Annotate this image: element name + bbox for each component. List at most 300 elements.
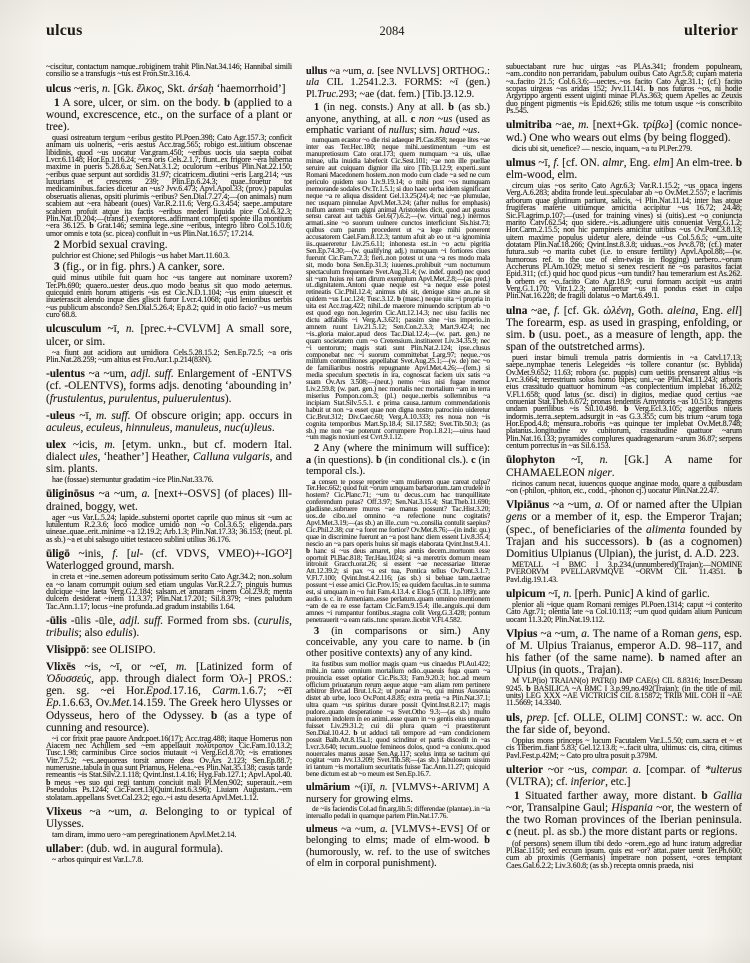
text-run: [cf. OLLE, OLIM] CONST.: w. acc. On the far side of, beyond. — [506, 711, 742, 736]
text-run: (in comparisons or sim.) Any conceivable, any you care to name. — [306, 625, 490, 648]
text-run: . — [477, 125, 480, 137]
text-run: ~ī, — [74, 409, 96, 422]
text-run: Morbid sexual craving. — [59, 238, 168, 251]
text-run: , — [519, 711, 527, 724]
text-run: [cf. ON. — [559, 156, 603, 169]
italic-text: m. — [578, 119, 590, 132]
text-run: ita fustibus sum mollior magis quam ~us cinaedus Pl.Aul.422; mihi..in tanto omnium mortalium odio..quaeuis fuga quam ~a prouincia esset optatior Cic.Pis.33; Fam.9.20.3; hoc..ad meum officium priuatarum rerum aeque atque ~am aliam rem pertinere arbitror Brvt.ad Brut.1.6.2; ut ponar in ~o, qui minus Ausonia distet ab urbe, loco Ov.Pont.4.8.85; extra pretia ~a Plin.Nat.37.1; ultra quam ~us spiritus durare possit Qvint.Inst.8.2.17; magis pudore..quam desperatione ~a Svet.Otho 9.3;—(as sb.) multo maiorem indolem in eo animi..esse quam in ~o gentis eius unquam fuisset Liv.29.31.2; cui dii plura quam ~i praestiterunt Sen.Dial.10.4.2. — [306, 659, 490, 737]
text-run: ). — [132, 627, 140, 639]
italic-text: elm — [653, 156, 670, 169]
italic-text: gens — [697, 627, 719, 640]
italic-text: a. — [380, 823, 388, 835]
text-run: pueri instar bimuli tremula patris dormientis in ~a Catvl.17.13; saepe..nymphae teneris Lelegeides ~is tollere conantur (sc. Byblida) Ov.Met.9.652; 11.63; robora (sc. puppis) cum uetitis prensarent altius ~is Lvc.3.664; terrestrium solus homo bipes; uni..~ae Plin.Nat.11.243; arboris eius crassitudo quattuor hominum ~as conplectentium implebat 16.202; V.Fl.1.658; quod latus (sc. disci) in digitos, mediae quod certius ~ae conueniat Stat.Theb.6.672; pronas tendentis Amyntoris ~as 10.513; frangens undam puerilibus ~is Sil.10.498. — [506, 353, 742, 414]
bold-text: b — [448, 102, 454, 114]
text-run: , Goth. — [631, 304, 668, 317]
text-run: circum uias ~os serito Cato Agr.6.3; Var.R.1.15.2; ~us opaca ingens Verg.A.6.283; abdita fronde leui..speculabar ab ~o Ov.Met.2.557; e lacrimis arborum quae glutinum pariunt, salicis, ~i Plin.Nat.11.14; inter has atque frugiferas materie uitiumque amicitia accipitur ~us 16.72; 24.48; Sic.Fl.agrim.p.107;—(used for training vines) si (uitis)..est ~o coniuncta marito Catvl.62.54; quo sidere..~is..adiungere uitis conueniat Verg.G.1.2; Hor.Carm.2.15.5; non hic pampineis amicitur uitibus ~us Ov.Pont.3.8.13; uitem maxime populus uidetur alere, deinde ~us Col.5.6.5; ~um..uite dotatam Plin.Nat.18.266; Qvint.Inst.8.3.8; uiduas..~os Jvv.8.78; (cf.) mater futura..sub ~o marita cubet (i.e. to ensure fertility) Apvl.Apol.88;—(w. humorous ref. to the use of elm-twigs in flogging) uerbero..~orum Accheruns Pl.Am.1029; metuo si senex rescierit ne ~os parasitos faciat Epid.311; (cf.) quid hoc quod picus ~um tundit? hau temerarium est As.262. — [506, 181, 742, 279]
bold-text: a — [306, 454, 312, 466]
italic-text: Hispania — [611, 802, 653, 815]
italic-text: adjl. suff. — [130, 368, 174, 381]
citations-ulpicum — [506, 601, 742, 623]
bold-text: -ulentus — [46, 368, 85, 381]
italic-text: compar. a. — [591, 763, 642, 776]
bold-text: b — [484, 835, 490, 847]
entry-ulmitriba — [506, 119, 742, 143]
bold-text: ulterior — [506, 763, 544, 776]
running-head-left-word: ulcus — [46, 22, 83, 39]
text-run: ~ī, — [101, 323, 126, 336]
text-run: ). — [224, 392, 232, 405]
citations-uls — [506, 737, 742, 759]
citations-ulophyton — [506, 480, 742, 495]
text-run: . — [611, 466, 615, 479]
text-run: (used as emphatic variant of — [306, 113, 490, 137]
italic-text: n. — [379, 782, 388, 794]
text-run: elm-wood, elm. — [506, 169, 578, 182]
text-run: plenior ali ~ique quam Romani remiges Pl.Poen.1314; caput ~i conterito Cato Agr.71; olentia late ~a Col.10.113; ~um quod quidam alium Punicum uocant 11.3.20; Plin.Nat.19.112. — [506, 599, 742, 624]
text-run: (in conditional cls.). — [381, 454, 472, 466]
text-run: or a member of it, esp. the Emperor Trajan; (spec., of beneficiaries of the — [506, 511, 742, 536]
citations-ulcus-1 — [46, 134, 292, 237]
entry-ulex — [46, 439, 292, 475]
text-run: ~a ~um, — [337, 823, 381, 835]
text-run: 1.6.63, Ov. — [61, 697, 112, 710]
bold-text: ulex — [46, 438, 67, 451]
text-run: quasi ostreatum tergum ~eribus gestito Pl.Poen.398; Cato Agr.157.3; conficit animam uis uolneris, ~eris aestus Acc.trag.565; robigo est..uitium obscenae libidinis, quod ~us uocatur Var.gram.450; ~eribus uocis uia saepta coibat Lvcr.6.1148; Hor.Ep.1.16.24; ~era oris Cels.2.1.7; fiunt..ex frigore ~era hiberna maxime in pueris 5.28.6.a; Sen.Nat.3.1.2; oculorum ~eribus Plin.Nat.22.150; ~eribus quae serpunt aut sordidis 31.97; cicatricem..diutini ~eris Larg.214; ~us luxurians et crescens 239; Plin.Ep.6.24.3; quae..fouetur tot medicaminibus..facies dicetur an ~us? Jvv.6.473; Apvl.Apol.33; (prov.) papulas obseruatis alienas, opsiti plurimis ~eribus? Sen.Dial.7.27.4;—(on animals) num scabiem aut ~era habeant (oues) Var.R.2.11.6; Verg.G.3.454; saepe..amputare scabiem profuit atque ita factis ~eribus mederi liquida pice Col.6.32.3; Plin.Nat.10.204;—(transf.) exemptores..adfirmant completi sponte illa montium ~era 36.125. — [46, 133, 292, 231]
text-run: ~or ~us, — [543, 763, 592, 776]
italic-text: ell — [726, 304, 739, 317]
citations-uliginosus — [46, 514, 292, 543]
sense-2-ullus — [306, 443, 490, 477]
sense-2-ulcus — [46, 239, 292, 251]
text-run: M VLP(io) TRAIAN(o) PATR(i) IMP CAE(s) CIL 8.8316; Inscr.Dessau 9245. — [506, 676, 742, 693]
italic-text: n. — [102, 82, 111, 95]
text-run: Of obscure origin; app. occurs in — [130, 409, 292, 422]
bold-text: -uleus — [46, 409, 75, 422]
italic-text: Ὀδυσσεύς — [46, 673, 92, 686]
italic-text: Met. — [111, 697, 133, 710]
text-run: nos futuros ~os, ni hodie Argyrippo argenti essent uiginti minae Pl.As.363; quem Apelles ac Zeuxis duo pingent pigmentis ~is Epid.626; stilis me totum usque ~is conscribito Ps.545. — [506, 84, 742, 116]
running-head-right-word: ulterior — [683, 22, 738, 39]
italic-text: f. — [553, 304, 560, 317]
text-run: [next+-OSVS] (of places) Ill-drained, boggy, wet. — [46, 488, 292, 513]
italic-text: ὠλένη — [603, 304, 632, 317]
text-run: [perh. Punic] A kind of garlic. — [571, 587, 710, 600]
citations-ulmarium — [306, 806, 490, 820]
text-run: Belonging to or typical of Ulysses. — [46, 805, 292, 830]
text-run: Verg.Ecl.3.105; aggeribus niueis indormis..terra..septem..adsurgit in ~as G.3.355; cum bis trium ~arum toga Hor.Epod.4.8; mensura..roboris ~as quinque ter implebat Ov.Met.8.748; platanus..longitudine xv cubitorum, crassitudine quattuor ~arum Plin.Nat.16.133; pyramides complures quadragenarum ~arum 36.87; serpens centum porrectus in ~as Sil.6.153. — [506, 404, 742, 451]
bold-text: a — [312, 477, 316, 486]
text-run: : see OLISIPO. — [86, 644, 156, 657]
text-run: ~or, Transalpine Gaul; — [506, 802, 612, 815]
entry-ulentus — [46, 368, 292, 404]
text-run: METALL ~I BMC I 3.p.234,(unnumbered)(Trajan);—NOMINE PVERORVM PVELLARVMQVE ~ORVM CIL 11.4351. — [506, 559, 742, 577]
italic-text: niger — [587, 466, 612, 479]
bold-text: 1 — [54, 96, 60, 109]
bold-text: Vlixēs — [46, 661, 76, 674]
bold-text: c — [376, 398, 380, 407]
text-run: orbem ex ~o..facito Cato Agr.18.9; curui formam accipit ~us aratri Verg.G.1.170; Vitr.1.2.3; aemularetur ~us ni pondus esset in culpa Plin.Nat.16.228; de fragili dolatus ~o Mart.6.49.1. — [506, 276, 742, 301]
bold-text: b — [89, 221, 94, 231]
text-run: ~ciscitur, contactum namque..robiginem trahit Plin.Nat.34.146; Hannibal simili consilio se a transfugis ~tus est Fron.Str.3.16.4. — [46, 62, 292, 79]
italic-text: Truc. — [317, 88, 339, 100]
text-run: : (dub. wd. in augural formula). — [80, 843, 223, 856]
text-run: [compar. of — [641, 763, 705, 776]
bold-text: ūlophyton — [506, 454, 555, 467]
page-number: 2084 — [379, 24, 405, 38]
text-run: (VLTRA); cf. — [506, 776, 571, 789]
bold-text: b — [624, 404, 629, 414]
text-run: (in neg. consts.) Any at all. — [319, 102, 449, 114]
italic-text: inferior — [570, 776, 606, 789]
bold-text: b — [353, 728, 358, 737]
text-run: ] (comic nonce-wd.) One who wears out elms (by being flogged). — [506, 119, 742, 144]
italic-text: Epod. — [145, 685, 173, 698]
italic-text: m. suff. — [95, 409, 131, 422]
italic-text: m. — [175, 661, 187, 674]
bold-text: ulmitriba — [506, 119, 552, 132]
citations-ullus-2 — [306, 479, 490, 624]
bold-text: 3 — [54, 261, 60, 274]
bold-text: b — [701, 790, 708, 803]
citations-ulex — [46, 476, 292, 483]
bold-text: b — [735, 156, 742, 169]
text-run: 17.16, — [172, 685, 213, 698]
citations-ulcusculum — [46, 349, 292, 364]
bold-text: 3 — [314, 625, 320, 637]
citations-ullus-1 — [306, 137, 490, 441]
text-run: hae (fossae) sternuntur gradatim ~ice Plin.Nat.33.76. — [52, 475, 214, 485]
bold-text: b — [658, 652, 665, 665]
bold-text: c — [471, 454, 476, 466]
bold-text: ulmeus — [306, 823, 338, 835]
citations-vlixeus — [46, 831, 292, 838]
entry-ulcusculum — [46, 323, 292, 347]
italic-text: Calluna vulgaris — [193, 450, 270, 463]
text-run: (usu. poet., as a measure of length, app. the span of the outstretched arms). — [506, 328, 742, 353]
text-run: ~ī, — [554, 454, 600, 467]
text-run: ~ arbos quirquir est Var.L.7.8. — [52, 855, 144, 865]
entry-uliginosus — [46, 488, 292, 512]
text-run: [VLMVS+-EVS] Of or belonging to elms; made of elm-wood. — [306, 823, 490, 847]
citations-uligo — [46, 573, 292, 610]
text-run: [next+Gk. — [589, 119, 643, 132]
citations-ullaber — [46, 856, 292, 863]
bold-text: c — [506, 826, 512, 839]
italic-text: ules — [79, 450, 98, 463]
bold-text: b — [506, 276, 511, 286]
entry-uligo — [46, 548, 292, 572]
italic-text: prep. — [526, 711, 550, 724]
italic-text: alimenta — [646, 523, 686, 536]
text-run: ‘haemorrhoid’] — [213, 82, 286, 95]
text-run: , Skt. — [161, 82, 188, 95]
text-run: (cf. VDVS, VMEO)+-IGO²] Waterlogged ground, marsh. — [46, 548, 292, 573]
text-run: ~ae, — [527, 304, 554, 317]
text-run: hanc si ~us deus amaret, plus annis decem..mortuom esse oportuit Pl.Bac.818; Ter.Hau.1024; si ~a meretrix domum meam introiuit Gracch.orat.26; si essent ~ae necessariae litterae Att.12.39.2; si pax ~a est tua, Pontica tellus Ov.Pont.3.1.7; V.Fl.7.100; Qvint.Inst.4.2.116; (as sb.) si beluae tam..taetrae possunt ~i esse amici Cic.Prov.15; ea quidem facultas..in te summa est, si umquam in ~o fuit Fam.4.13.4. — [306, 546, 490, 597]
text-run: ] An elm-tree. — [669, 156, 736, 169]
entry-ulna — [506, 305, 742, 353]
bold-text: 2 — [54, 238, 60, 251]
text-run: [see NVLLVS] ORTHOG.: — [374, 66, 490, 77]
bold-text: b — [211, 709, 218, 722]
bold-text: 2 — [314, 443, 320, 455]
text-run: ~icis, — [66, 438, 105, 451]
citations-vlpius — [506, 677, 742, 706]
text-run: Enlargement of -ENTVS (cf. -OLENTVS), forms adjs. denoting ‘abounding in’ ( — [46, 368, 292, 405]
text-run: Formed from sbs. ( — [163, 614, 258, 627]
sense-3-ulcus — [46, 261, 292, 273]
text-run: (as a type of cunning and resource). — [46, 709, 292, 734]
text-run: de ~iis faciendis Col.ad fin.arg.lib.5; differendae (plantae)..in ~ia interuallo pedali in quamque partem Plin.Nat.17.76. — [306, 805, 490, 820]
text-run: ~a ~um, — [94, 488, 142, 501]
italic-text: m. — [104, 438, 116, 451]
text-run: founded by Trajan and his successors). — [506, 523, 742, 548]
text-run: prima causa..tantum commendationis habuit ut non ~a esset quae non digna nostro patrocinio uideretur Cic.Brut.312; Div.Caec.60; Verg.A.10.333; res noua non ~is cognita temporibus Mart.Sp.18.4; Sil.17.582; Svet.Tib.50.3; (as sb.) me non ~ae poterunt corrumpere Prop.1.8.21;—uirus haud ~um magis noxium est Cvrt.9.1.12. — [306, 398, 490, 442]
text-run: , and sim. plants. — [46, 450, 292, 475]
italic-text: n. — [599, 454, 609, 467]
sense-3-ullus — [306, 626, 490, 660]
sense-1-ullus — [306, 102, 490, 136]
bold-text: b — [526, 683, 531, 693]
text-run: (of persons) senem illum tibi dedo ~orem..ego ad hunc iratum adgrediar Pl.Bac.1150; sed eccum ipsum. quis est ~or? attat..pater uenit Ter.Ph.600; cum ab proximis (Germanis) impetrare non possent, ~ores temptant Caes.Gal.6.2.2; Liv.3.60.8; (as sb.) recepta omnis praeda, nisi — [506, 838, 742, 870]
text-run: ~i cor frixit prae pauore Andr.poet.16(17); Acc.trag.488; itaque Homerus non Aiacem nec Achillem sed ~em appellauit πολύτροπον Cic.Fam.10.13.2; Tusc.1.98; carminibus Circe socios mutauit ~i Verg.Ecl.8.70; ~is errationes Vitr.7.5.2; ~es..aequoreas torsit amore deas Ov.Ars 2.123; Sen.Ep.88.7; numerusne..tabula in qua sunt Priamus, Helena..~es Plin.Nat.35.138; casus tarde remeantis ~is Stat.Silv.2.1.118; Qvint.Inst.1.4.16; Hyg.Fab.127.1; Apvl.Apol.40. — [46, 733, 292, 780]
bold-text: b — [306, 546, 310, 555]
text-run: ~is, ~ī, or ~eī, — [75, 661, 176, 674]
italic-text: non ~us — [418, 113, 453, 125]
text-run: (in other positive contexts) any of any kind. — [306, 636, 490, 660]
italic-text: ula — [306, 77, 320, 89]
citations-vlixes — [46, 735, 292, 801]
entry-ullaber — [46, 843, 292, 855]
bold-text: ulmus — [506, 156, 536, 169]
text-run: ~a ~um, — [81, 805, 140, 818]
italic-text: a. — [581, 627, 590, 640]
text-run: (in temporal cls.). — [306, 454, 490, 478]
italic-text: almr — [602, 156, 624, 169]
bold-text: b — [528, 328, 536, 341]
bold-text: b — [224, 96, 231, 109]
italic-text: haud ~us — [439, 125, 478, 137]
text-run: ; sim. — [413, 125, 440, 137]
citations-ullus-3 — [306, 661, 490, 778]
continuation-citations-ulmeus — [506, 63, 742, 114]
entry-vlpius — [506, 628, 742, 676]
entry-ullus — [306, 66, 490, 100]
text-run: (neut. pl. as sb.) the more distant parts or regions. — [511, 826, 738, 839]
text-run: pulchrior est Chione; sed Philogis ~us habet Mart.11.60.3. — [52, 250, 230, 260]
text-run: subuectabant rure huc uirgas ~as Pl.As.341; frondem populneam, ~am..condito non perraridam, pabulum ouibus Cato Agr.5.8; cupam materia ~a..facito 21.5; Col.6.3.6;—uectes..~os facito Cato Agr.31.1; (cf.) facito scopas uirgeas ~as aridas 152; Jvv.11.141. — [506, 62, 742, 94]
text-run: named after an Ulpius (in quots., Trajan). — [506, 652, 742, 677]
continuation-paragraph — [46, 63, 292, 78]
italic-text: a. — [139, 805, 148, 818]
entry-ulmeus — [306, 824, 490, 870]
italic-text: f. — [112, 548, 119, 560]
text-run: , esp. of M. Ulpius Traianus, emperor A.D. 98–117, and his father (of the same name). — [506, 627, 742, 665]
entry-vlisippo — [46, 644, 292, 656]
text-run: ~ae, — [551, 119, 579, 132]
italic-text: aculeus, eculeus, hinnuleus, manuleus, nuc(u)leus — [46, 421, 272, 434]
bold-text: b — [649, 84, 654, 94]
text-run: (humorously, w. ref. to the use of switches of elm in corporal punishment). — [306, 846, 490, 870]
text-run: ~a ~um, — [327, 66, 367, 77]
italic-text: edulis — [105, 627, 133, 639]
text-run: Any (where the minimum will suffice): — [319, 443, 490, 455]
text-run: tam diram, immo uero ~am peregrinationem Apvl.Met.2.14. — [52, 830, 237, 840]
italic-text: n. — [563, 587, 572, 600]
text-run: ~(i)ī, — [350, 782, 380, 794]
text-run: Elog.5 (CIL 1.p.189); ante audio s. c. in Armeniam..esse perlatum..quam omnino mentionem ~am de ea re esse factam Cic.Fam.9.15.4; ille..anguis..qui dum amnes ~i rumpantur fontibus..stagna colit Verg.G.3.428; pontum penetrauerit ~a eam ratis..tunc sperare..licebit V.Fl.4.582. — [306, 588, 490, 624]
text-run: censen te posse reperire ~am mulierem quae careat culpa? Ter.Hec.662; quod fuit ~orum umquam barbarorum..tam crudele in hostem? Cic.Planc.71; ~um tu decus..cum hac tranquillitate conferendum putas? Off.3.97; Sen.Nat.3.15.4; Stat.Theb.11.690; gladiisne..subruere muros ~ae manus possunt? Tac.Hist.3.20; uos..de cibo..uel omnino ~a refectione nunc cogitatis? Apvl.Met.3.19;—(as sb.) an ille..cum ~o..consilia contulit saepius? Cic.Phil.2.38; cur ~a foret me fortior? Ov.Met.8.76;—(in indir. qu.) quae in discrimine fuerunt an ~a post hanc diem essent Liv.8.35.4; nescio an ~a pars operis huius sit magis elaborata Qvint.Inst.9.4.1. — [306, 477, 490, 548]
text-run: ager ~us Var.L.5.24; lapide..substerni oportet caprile quo minus sit ~um ac lutulentum R.2.3.6; loco modice umido non ~o Col.3.6.5; eligenda..pars uineae..quae..erit..minime ~a 12.19.2; Arb.1.3; Plin.Nat.17.33; 36.153; (neut. pl. as sb.) ~a et ubi salsugo uitiet testaceo sublini utilius 36.176. — [46, 512, 292, 544]
bold-text: Vlixeus — [46, 805, 82, 818]
italic-text: Ep. — [46, 697, 62, 710]
bold-text: b — [737, 567, 742, 577]
text-run: The name of a Roman — [589, 627, 698, 640]
text-run: meus ~es suo qui regi tantum conciuit mali Pl.Men.902; superauit..~em Pseudolus Ps.1244; Cic.Facet.13(Quint.Inst.6.3.96); Liuiam Augustam..~em stolatam..appellans Svet.Cal.23.2; ego..~i astu deserta Apvl.Met.1.12. — [46, 777, 292, 802]
text-run: , etc.] — [605, 776, 631, 789]
text-run: A sore, ulcer, or sim. on the body. — [59, 96, 225, 109]
text-run: in creta et ~ine..semen adoreum potissimum serito Cato Agr.34.2; non..solum ea ~o lanam corrumpit ouium sed etiam ungulas Var.R.2.2.7; pinguis humus dulcique ~ine laeta Verg.G.2.184; salsam..et amaram ~inem Col.2.9.8; menta dulcem desiderat ~inem 11.3.37; Plin.Nat.17.201; Sil.8.379; ~ines paludum Tac.Ann.1.17; locus ~ine profunda..ad gradum instabilis 1.64. — [46, 572, 292, 611]
citations-ulcus-2 — [46, 252, 292, 259]
bold-text: Vlpius — [506, 627, 538, 640]
text-run: (masc.) neque uita ~i propria in uita est Acc.trag.422; nihil..de maerore minuendo scriptum ab ~o est quod ego non..legerim Cic.Att.12.14.3; nec uisu facilis nec dictu adfabilis ~i Verg.A.3.621; passim sine ~ius imperio..in amnem ruunt Liv.21.5.12; Sen.Con.2.3.3; Mart.9.42.4; nec ~is..gloria maior..apud deos Tac.Dial.12.4;—(w. part. gen.) ne quam societatem cum ~o Cretensium..institueret Liv.34.35.9; nec ~i uentorum; magis stati sunt Plin.Nat.2.124; ipse..clusus componebat nec ~i suorum committebat Larg.97; neque..~os militum commilitones appellabat Svet.Aug.25.1;—(w. de) nec ~o de familiaribus nostris repugnante Apvl.Met.4.26;—(fem.) si media speculum spectetis in ira, cognoscat faciem uix satis ~a suam Ov.Ars 3.508;—(neut.) nemo ~ius nisi fugae memor Liv.2.59.8; (w. part. gen.) nec mortalis nec mortalium ~am in terra miserius Pompon.com.3; (pl.) neque..uerbis sollemnibus ~a incipiam Stat.Silv.5.5.1. — [306, 295, 490, 407]
text-run: CIL 1.2541.2.3. FORMS: ~ī (gen.) Pl. — [306, 77, 490, 100]
italic-text: aleina — [667, 304, 696, 317]
bold-text: uls — [506, 711, 520, 724]
italic-text: a. — [141, 488, 151, 501]
text-run: -ūlis -ūle, — [66, 614, 120, 627]
text-run: numquam ecastor ~o die risi adaeque Pl.Cas.858; neque lites ~ae inter eas Ter.Hec.180; neque mihi..uestimentum ~um est manupretiosum Cato orat.173; quem numquam ~a uis, ullae minae, ulla inuidia labefecit Cic.Sest.101; ~ae non ille puellae seruire aut cuiquam dignior illa uiro [Tib.]3.12.9; experti..sunt Romani Macedonem hostem..non modo cum clade ~a sed ne cum periculo quidem suo Liv.9.19.14; o mihi post ~os numquam memorande sodales Ov.Tr.1.5.1; si duo haec uerba idem significant neque ~a re aliqua dissident Gel.13.25(24).4; nec ~ae plumulae, nec usquam pinnulae Apvl.Met.3.24; (after nullus for emphasis) nullum autem ~um gigni animal Aristoteles dicit, quod aut gustus sensu careat aut tactus Gel.6(7).6.2;—(w. virtual neg.) inermos armati..sine ~o suorum uulnere cunctos interficiunt Sis.hist.73; quibus cum parum procederet ut ~a lege mihi ponerent accusatorem Cael.Fam.8.12.3; tantum afuit ab eo ut ~a ignominia iis..quaereretur Liv.25.6.11; inhonesta est..in ~o actu pigritia Sen.Ep.74.30;—(w. qualifying adj.) numquam ~i fortiores ciues fuerunt Cic.Fam.7.2.3; fieri..non potest ut una ~a res modo mala sit, modo bona Sen.Ep.31.3; iuuenes..prohibuit ~um nocturnum spectaculum frequentare Svet.Aug.31.4; (w. indef. quod) nec quod sit ~um huius rei tam dirum exemplum Apvl.Met.2.8;—(as pred.) ut..dignitatem..Antoni quae neque est ~a neque esse potest retineatis Cic.Phil.12.4; animus ubi sit, denique sitne an..ne sit quidem ~us Luc.124; Tusc.3.12. — [306, 136, 490, 304]
entry-vlpianus — [506, 499, 742, 559]
text-run: [Latinized form of — [186, 661, 292, 674]
bold-text: c — [412, 588, 416, 597]
italic-text: nullus — [388, 125, 414, 137]
citations-ulmus — [506, 182, 742, 300]
entry-ulpicum — [506, 588, 742, 600]
column-3 — [506, 62, 742, 961]
italic-text: curulis, tribulis — [46, 614, 292, 639]
text-run: . — [271, 421, 275, 434]
bold-text: ūliginōsus — [46, 488, 95, 501]
text-run: , app. through dialect form Ὀλ-] PROS.: gen. sg. ~ei Hor. — [46, 673, 292, 698]
italic-text: f. — [553, 156, 560, 169]
text-run: Pavl.dig.19.1.43. — [506, 574, 558, 584]
text-run: ] The forearm, esp. as used in grasping, enfolding, or sim. — [506, 304, 742, 341]
text-run: (as a cognomen) Domitius Ulpianus (Ulpian), the jurist, d. A.D. 223. — [506, 535, 742, 560]
text-columns — [46, 62, 742, 961]
entry-ulterior — [506, 764, 742, 788]
entry-vlixes — [46, 661, 292, 734]
text-run: ~ī, — [535, 156, 554, 169]
bold-text: ullus — [306, 66, 328, 77]
entry-uls — [506, 712, 742, 736]
bold-text: b — [46, 777, 51, 787]
italic-text: adjl. suff. — [119, 614, 164, 627]
italic-text: a. — [366, 66, 375, 77]
sense-1-ulcus — [46, 97, 292, 133]
text-run: ricinos canum necat, iuuencos quoque anginae modo, quare a quibusdam ~on (-philon, -phiton, etc., codd., -phonon cj.) uocatur Plin.Nat.22.47. — [506, 478, 742, 495]
italic-text: n. — [125, 323, 135, 336]
text-run: ~or, the western of the two Roman provinces of the Iberian peninsula. — [506, 802, 742, 827]
text-run: 293; ~ae (dat. fem.) [Tib.]3.12.9. — [338, 88, 475, 100]
citations-vlpianus — [506, 561, 742, 583]
bold-text: Vlpiānus — [506, 499, 550, 512]
text-run: ut adduci tali tempore ad ~am condicionem possit Balb.Att.8.15a.1; quod scinditur et partis discedit in ~as Lvcr.3.640; tecum..euolue femineos dolos, quod ~a coniunx..quod nouercales manus ausae Sen.Ag.117; scelus intra se tacitum qui cogitat ~um Jvv.13.209; Svet.Tib.58;—(as sb.) fabulosum uisum iri tantum ~is mortalium securitatis fuisse Tac.Ann.11.27; quicquid bene dictum est ab ~o meum est Sen.Ep.16.7. — [306, 728, 490, 779]
text-run: [ — [118, 548, 131, 560]
text-run: Situated farther away, more distant. — [519, 790, 702, 803]
text-run: ~a ~um, — [84, 368, 131, 381]
text-run: [Gk. — [110, 82, 137, 95]
sense-1-ulterior — [506, 790, 742, 838]
italic-text: ul- — [130, 548, 144, 560]
citations-ulna — [506, 354, 742, 449]
entry-ulophyton — [506, 454, 742, 478]
bold-text: 1 — [314, 102, 320, 114]
text-run: ~ī, — [545, 587, 564, 600]
entry-uleus — [46, 410, 292, 434]
italic-text: árśaḥ — [187, 82, 214, 95]
citations-ulmitriba — [506, 145, 742, 152]
text-run: 14.159. The Greek hero Ulysses or Odysseus, hero of the Odyssey. — [46, 697, 292, 722]
text-run: , ‘heather’] Heather, — [97, 450, 194, 463]
text-run: ~a ~um, — [549, 499, 595, 512]
entry-vlixeus — [46, 806, 292, 830]
text-run: dicis ubi sit, uenefice? — nescio, inquam, ~a tu Pl.Per.279. — [512, 143, 692, 153]
text-run: [cf. Gk. — [559, 304, 604, 317]
text-run: ~a ~um, — [537, 627, 582, 640]
text-run: [etym. unkn., but cf. modern Ital. dialect — [46, 438, 292, 463]
text-run: BASILICA ~A BMC I 3.p.99,no.492(Trajan); (in the title of mil. units) LEG XXX ~AE VICTRICIS CIL 8.15872; TRIB MIL COH II ~AE 11.5669; 14.3340. — [506, 683, 742, 708]
bold-text: 1 — [514, 790, 520, 803]
bold-text: c — [410, 113, 416, 125]
italic-text: ἕλκος — [136, 82, 162, 95]
text-run: Of or named after the Ulpian — [603, 499, 742, 512]
bold-text: ulcusculum — [46, 323, 102, 336]
text-run: ; also — [78, 627, 106, 639]
text-run: [VLMVS+-ARIVM] A nursery for growing elms. — [306, 782, 490, 805]
bold-text: b — [397, 295, 401, 304]
text-run: [prec.+-CVLVM] A small sore, ulcer, or sim. — [46, 323, 292, 348]
citations-ulterior-1 — [506, 840, 742, 869]
column-2 — [306, 62, 490, 961]
bold-text: -ūlis — [46, 614, 67, 627]
bold-text: ulmārium — [306, 782, 351, 794]
bold-text: ullaber — [46, 843, 81, 856]
italic-text: Gallia — [713, 790, 742, 803]
italic-text: τρίβω — [642, 119, 669, 132]
entry-ulcus — [46, 83, 292, 95]
text-run: (applied to a wound, excrescence, etc., on the surface of a plant or tree). — [46, 96, 292, 133]
italic-text: a. — [594, 499, 604, 512]
bold-text: ulcus — [46, 82, 72, 95]
bold-text: b — [376, 454, 382, 466]
text-run: Grat.146; semina lege..sine ~eribus, integro libro Col.5.10.6; umor omnis e tota (sc. picea) confluit in ~us Plin.Nat.16.57; 17.214. — [46, 221, 292, 238]
bold-text: ūligō — [46, 548, 70, 560]
text-run: Oppius mons princeps ~ lucum Facutalem Var.L.5.50; cum..sacra et ~ et cis Tiberim..fiant 5.83; Gel.12.13.8; ~..facit ultra, ultimus: cis, citra, citimus Pavl.Fest.p.42M; ~ Cato pro ultra posuit p.379M. — [506, 735, 742, 760]
text-run: , Eng. — [623, 156, 654, 169]
entry-ulmus — [506, 157, 742, 181]
text-run: , Eng. — [695, 304, 727, 317]
italic-text: *ulterus — [704, 763, 742, 776]
text-run: ~a fiunt aut acidiora aut umidiora Cels.5.28.15.2; Sen.Ep.72.5; ~a oris Plin.Nat.28.259; ~um altius est Fro.Aur.1.p.214(83N). — [46, 347, 292, 364]
bold-text: b — [467, 636, 474, 648]
text-run: (fig., or in fig. phrs.) A canker, sore. — [59, 261, 225, 274]
italic-text: frustulentus, purulentus, puluerulentus — [49, 392, 225, 405]
bold-text: b — [646, 535, 653, 548]
text-run: 1.6.7; ~ēī — [240, 685, 292, 698]
citations-ulcus-3 — [46, 274, 292, 318]
italic-text: Carm. — [212, 685, 241, 698]
